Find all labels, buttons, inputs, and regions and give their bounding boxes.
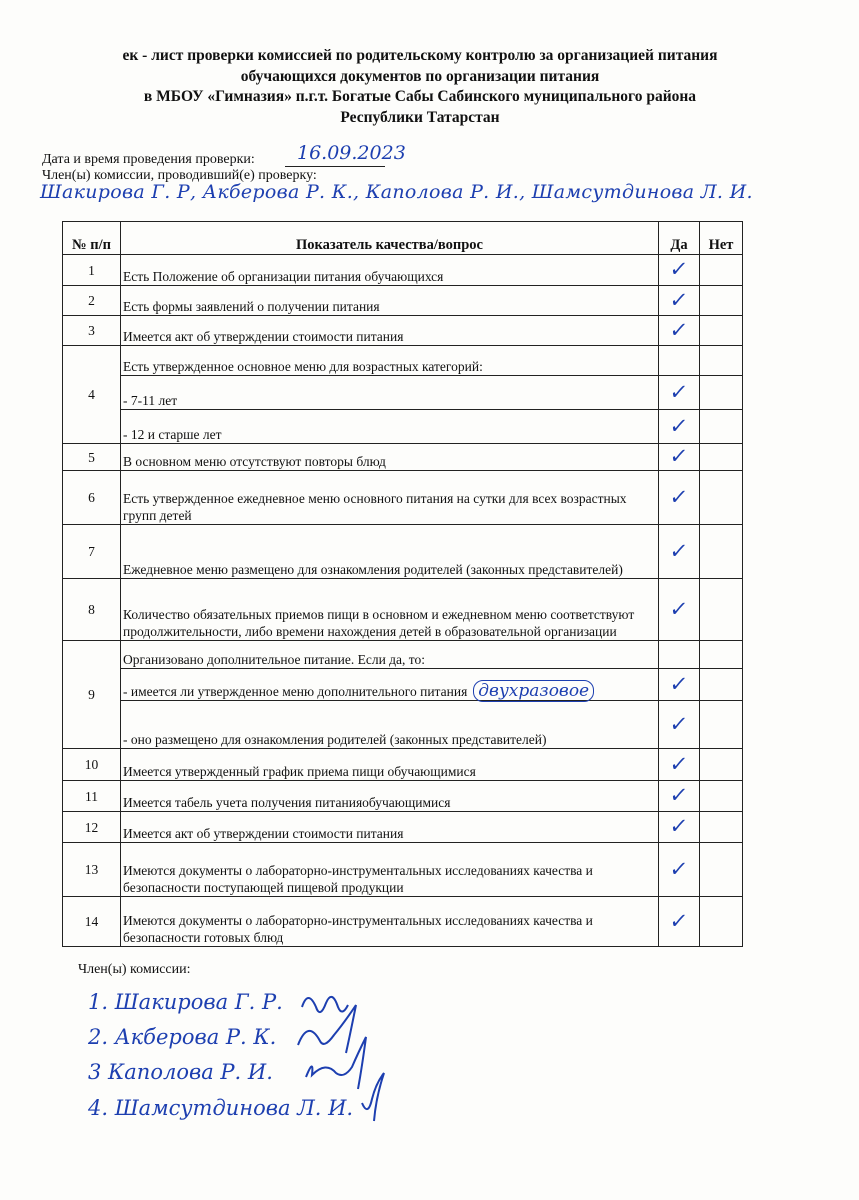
table-row (63, 255, 743, 286)
row-number: 1 (63, 255, 121, 286)
checkmark-icon: ✓ (668, 751, 690, 776)
table-row (63, 346, 743, 376)
row-question: Имеется табель учета получения питанияобучающимися (121, 781, 659, 812)
yes-cell (659, 641, 700, 669)
signature-line-1: 1. Шакирова Г. Р. (88, 990, 283, 1014)
row-number: 9 (63, 641, 121, 749)
row-question (121, 669, 659, 701)
row-question: Имеются документы о лабораторно-инструментальных исследованиях качества и безопасности поступающей пищевой продукции (121, 843, 659, 897)
table-row (63, 579, 743, 641)
title-line-1: ек - лист проверки комиссией по родительскому контролю за организацией питания (122, 47, 718, 64)
no-cell (700, 255, 743, 286)
no-cell (700, 812, 743, 843)
row-question: - оно размещено для ознакомления родителей (законных представителей) (121, 701, 659, 749)
signature-line-4: 4. Шамсутдинова Л. И. (88, 1096, 354, 1120)
table-row (63, 843, 743, 897)
table-row (63, 749, 743, 781)
no-cell (700, 843, 743, 897)
row-question: Имеется акт об утверждении стоимости питания (121, 812, 659, 843)
date-label: Дата и время проведения проверки: (42, 152, 255, 167)
footer-members-label: Член(ы) комиссии: (78, 962, 191, 977)
checkmark-icon: ✓ (668, 413, 690, 438)
members-handwritten: Шакирова Г. Р, Акберова Р. К., Каполова Р. И., Шамсутдинова Л. И. (40, 181, 753, 203)
row-question: Имеются документы о лабораторно-инструментальных исследованиях качества и безопасности готовых блюд (121, 897, 659, 947)
checkmark-icon: ✓ (668, 814, 690, 838)
no-cell (700, 781, 743, 812)
checkmark-icon: ✓ (668, 484, 690, 509)
row-number: 3 (63, 316, 121, 346)
table-row (63, 641, 743, 669)
row-number: 13 (63, 843, 121, 897)
checkmark-icon: ✓ (668, 711, 690, 736)
no-cell (700, 286, 743, 316)
no-cell (700, 346, 743, 376)
row-question: Есть утвержденное ежедневное меню основного питания на сутки для всех возрастных групп детей (121, 471, 659, 525)
row-question: Есть формы заявлений о получении питания (121, 286, 659, 316)
handwritten-note: двухразовое (473, 680, 594, 702)
signature-marks (292, 985, 412, 1135)
row-question: В основном меню отсутствуют повторы блюд (121, 444, 659, 471)
checkmark-icon: ✓ (668, 444, 690, 468)
table-subrow (63, 376, 743, 410)
checklist-table (62, 221, 743, 947)
row-number: 12 (63, 812, 121, 843)
checkmark-icon: ✓ (668, 856, 690, 881)
row-question: Количество обязательных приемов пищи в основном и ежедневном меню соответствуют продолжительности, либо времени нахождения детей в образовательной организации (121, 579, 659, 641)
row-number: 14 (63, 897, 121, 947)
table-subrow (63, 669, 743, 701)
row-question: Есть утвержденное основное меню для возрастных категорий: (121, 346, 659, 376)
row-number: 11 (63, 781, 121, 812)
row-number: 8 (63, 579, 121, 641)
row-question: Имеется утвержденный график приема пищи обучающимися (121, 749, 659, 781)
checkmark-icon: ✓ (668, 538, 690, 563)
row-question: Организовано дополнительное питание. Если да, то: (121, 641, 659, 669)
table-row (63, 781, 743, 812)
row-number: 4 (63, 346, 121, 444)
checkmark-icon: ✓ (668, 908, 690, 933)
table-row (63, 286, 743, 316)
table-row (63, 812, 743, 843)
no-cell (700, 641, 743, 669)
row-question: Есть Положение об организации питания обучающихся (121, 255, 659, 286)
no-cell (700, 579, 743, 641)
table-subrow (63, 701, 743, 749)
no-cell (700, 701, 743, 749)
row-question: Ежедневное меню размещено для ознакомления родителей (законных представителей) (121, 525, 659, 579)
no-cell (700, 410, 743, 444)
row-question: Имеется акт об утверждении стоимости питания (121, 316, 659, 346)
no-cell (700, 376, 743, 410)
table-row (63, 471, 743, 525)
date-value: 16.09.2023 (297, 142, 406, 164)
no-cell (700, 525, 743, 579)
no-cell (700, 471, 743, 525)
signature-line-2: 2. Акберова Р. К. (88, 1025, 277, 1049)
row-number: 7 (63, 525, 121, 579)
checkmark-icon: ✓ (668, 379, 690, 404)
checkmark-icon: ✓ (668, 317, 690, 342)
row-number: 10 (63, 749, 121, 781)
table-subrow (63, 410, 743, 444)
title-line-2: обучающихся документов по организации питания (240, 67, 600, 85)
checkmark-icon: ✓ (668, 671, 690, 696)
row-question: - 12 и старше лет (121, 410, 659, 444)
no-cell (700, 749, 743, 781)
header-no: Нет (700, 222, 743, 255)
no-cell (700, 444, 743, 471)
title-line-3: в МБОУ «Гимназия» п.г.т. Богатые Сабы Сабинского муниципального района (143, 88, 697, 105)
no-cell (700, 897, 743, 947)
members-label: Член(ы) комиссии, проводивший(е) проверку: (42, 168, 317, 183)
table-row (63, 897, 743, 947)
row-question-text: - имеется ли утвержденное меню дополнительного питания (123, 684, 468, 699)
row-number: 6 (63, 471, 121, 525)
header-question: Показатель качества/вопрос (121, 222, 659, 255)
checkmark-icon: ✓ (668, 257, 690, 281)
table-row (63, 444, 743, 471)
header-num: № п/п (63, 222, 121, 255)
table-row (63, 316, 743, 346)
row-number: 5 (63, 444, 121, 471)
table-row (63, 525, 743, 579)
document-title (40, 46, 800, 128)
yes-cell (659, 346, 700, 376)
checkmark-icon: ✓ (668, 596, 690, 621)
title-line-4: Республики Татарстан (340, 108, 500, 126)
checkmark-icon: ✓ (668, 783, 690, 807)
row-number: 2 (63, 286, 121, 316)
signature-line-3: 3 Каполова Р. И. (88, 1060, 273, 1084)
checkmark-icon: ✓ (668, 287, 690, 312)
row-question: - 7-11 лет (121, 376, 659, 410)
header-yes: Да (659, 222, 700, 255)
no-cell (700, 669, 743, 701)
date-underline (285, 166, 385, 167)
no-cell (700, 316, 743, 346)
